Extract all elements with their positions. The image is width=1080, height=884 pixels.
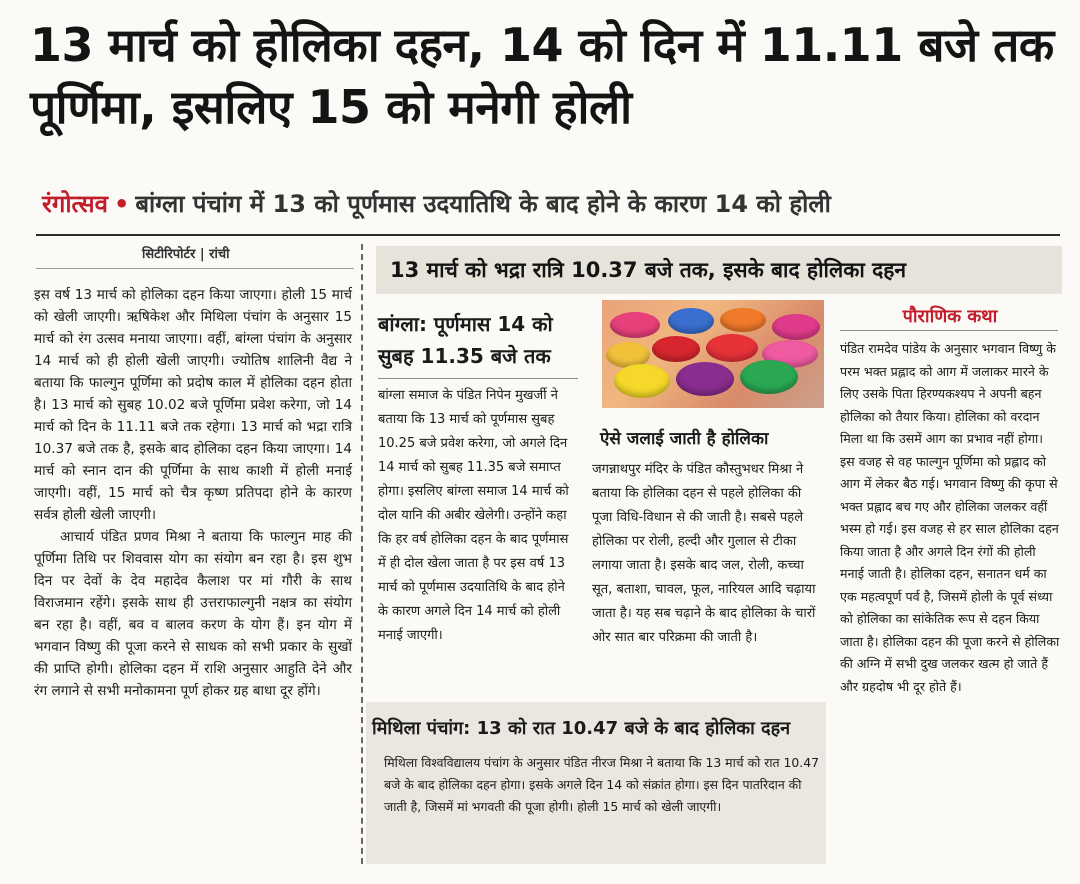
section-header <box>376 246 1062 294</box>
column-separator <box>361 244 363 864</box>
pauranik-paragraph: पंडित रामदेव पांडेय के अनुसार भगवान विष्णु के परम भक्त प्रह्लाद को आग में जलाकर मारने के लिए उसके पिता हिरण्यकश्यप ने अपनी बहन होलिका को तैयार किया। होलिका को वरदान मिला था कि उसमें आग का प्रभाव नहीं होगा। इस वजह से वह फाल्गुन पूर्णिमा को प्रह्लाद को आग में लेकर बैठ गई। भगवान विष्णु की कृपा से भक्त प्रह्लाद बच गए और होलिका जलकर वहीं भस्म हो गई। इस वजह से हर साल होलिका दहन किया जाता है और अगले दिन रंगों की होली मनाई जाती है। होलिका दहन, सनातन धर्म का एक महत्वपूर्ण पर्व है, जिसमें होली के पूर्व संध्या को होलिका का सांकेतिक रूप से दहन किया जाता है। होलिका दहन की पूजा करने से होलिका की अग्नि में सभी दुख जलकर खत्म हो जाते हैं और ग्रहदोष भी दूर होते हैं। <box>840 341 1060 694</box>
mithila-body <box>384 752 824 818</box>
color-powder-photo <box>602 300 824 408</box>
jalai-body <box>592 458 824 650</box>
byline-divider <box>36 268 354 269</box>
subheading-tag: रंगोत्सव <box>42 190 108 218</box>
red-powder-bowl-2 <box>706 334 758 362</box>
headline: 13 मार्च को होलिका दहन, 14 को दिन में 11.11 बजे तक पूर्णिमा, इसलिए 15 को मनेगी होली <box>30 18 1054 134</box>
pink-powder-bowl <box>610 312 660 338</box>
red-powder-bowl <box>652 336 700 362</box>
orange-powder-bowl <box>720 308 766 332</box>
pauranik-title: पौराणिक कथा <box>902 306 998 327</box>
pauranik-divider <box>840 330 1058 331</box>
bangla-paragraph: बांग्ला समाज के पंडित निपेन मुखर्जी ने बताया कि 13 मार्च को पूर्णमास सुबह 10.25 बजे प्रवेश करेगा, जो अगले दिन 14 मार्च को सुबह 11.35 बजे समाप्त होगा। इसलिए बांग्ला समाज 14 मार्च को दोल यानि की अबीर खेलेगी। उन्होंने कहा कि हर वर्ष होलिका दहन के बाद पूर्णमास में ही दोल खेला जाता है पर इस वर्ष 13 मार्च को पूर्णमास उदयातिथि के बाद होने के कारण अगले दिन 14 मार्च को होली मनाई जाएगी। <box>378 388 569 643</box>
mithila-paragraph: मिथिला विश्वविद्यालय पंचांग के अनुसार पंडित नीरज मिश्रा ने बताया कि 13 मार्च को रात 10.47 बजे के बाद होलिका दहन होगा। इसके अगले दिन 14 को संक्रांत होगा। इस दिन पातरिदान की जाती है, जिसमें मां भगवती की पूजा होगी। होली 15 मार्च को खेली जाएगी। <box>384 755 820 814</box>
top-divider <box>36 234 1060 236</box>
jalai-title: ऐसे जलाई जाती है होलिका <box>600 429 769 449</box>
bangla-title: बांग्ला: पूर्णमास 14 को सुबह 11.35 बजे तक <box>378 312 553 368</box>
pauranik-body <box>840 338 1060 698</box>
left-paragraph-2: आचार्य पंडित प्रणव मिश्रा ने बताया कि फाल्गुन माह की पूर्णिमा तिथि पर शिववास योग का संयोग बन रहा है। इस शुभ दिन पर देवों के देव महादेव कैलाश पर मां गौरी के साथ विराजमान रहेंगे। इसके साथ ही उत्तराफाल्गुनी नक्षत्र का संयोग बन रहा है। वहीं, बव व बालव करण के योग हैं। इन योग में भगवान विष्णु की पूजा करने से साधक को सभी प्रकार के सुखों की प्राप्ति होगी। होलिका दहन में राशि अनुसार आहुति देने और रंग लगाने से सभी मनोकामना पूर्ण होकर ग्रह बाधा दूर होंगे। <box>34 529 352 699</box>
purple-powder-bowl <box>676 362 734 396</box>
bangla-divider <box>378 378 578 379</box>
green-powder-bowl <box>740 360 798 394</box>
yellow-powder-bowl-2 <box>614 364 670 398</box>
magenta-powder-bowl <box>772 314 820 340</box>
subheading <box>42 188 1062 220</box>
blue-powder-bowl <box>668 308 714 334</box>
mithila-title: मिथिला पंचांग: 13 को रात 10.47 बजे के बाद होलिका दहन <box>372 718 791 739</box>
byline: सिटीरिपोर्टर | रांची <box>142 247 230 262</box>
section-header-text: 13 मार्च को भद्रा रात्रि 10.37 बजे तक, इसके बाद होलिका दहन <box>390 258 907 282</box>
jalai-paragraph: जगन्नाथपुर मंदिर के पंडित कौस्तुभधर मिश्रा ने बताया कि होलिका दहन से पहले होलिका की पूजा विधि-विधान से की जाती है। सबसे पहले होलिका पर रोली, हल्दी और गुलाल से टीका लगाया जाता है। इसके बाद जल, रोली, कच्चा सूत, बताशा, चावल, फूल, नारियल आदि चढ़ाया जाता है। यह सब चढ़ाने के बाद होलिका के चारों ओर सात बार परिक्रमा की जाती है। <box>592 462 816 645</box>
left-column <box>34 284 352 702</box>
subheading-text: बांग्ला पंचांग में 13 को पूर्णमास उदयातिथि के बाद होने के कारण 14 को होली <box>135 190 831 218</box>
bangla-body <box>378 384 578 648</box>
left-paragraph-1: इस वर्ष 13 मार्च को होलिका दहन किया जाएगा। होली 15 मार्च को खेली जाएगी। ऋषिकेश और मिथिला पंचांग के अनुसार 15 मार्च को रंग उत्सव मनाया जाएगा। वहीं, बांग्ला पंचांग के अनुसार 14 मार्च को ही होली खेली जाएगी। ज्योतिष शालिनी वैद्य ने बताया कि फाल्गुन पूर्णिमा को प्रदोष काल में होलिका दहन होता है। 13 मार्च को सुबह 10.02 बजे पूर्णिमा प्रवेश करेगा, जो 14 मार्च को दिन के 11.11 बजे तक रहेगा। 13 मार्च को भद्रा रात्रि 10.37 बजे तक है, इसके बाद होलिका दहन किया जाएगा। 14 मार्च को स्नान दान की पूर्णिमा के साथ काशी में होली मनाई जाएगी। वहीं, 15 मार्च को चैत्र कृष्ण प्रतिपदा होने के कारण सर्वत्र होली खेली जाएगी। <box>34 287 352 523</box>
subheading-separator: • <box>113 190 130 218</box>
